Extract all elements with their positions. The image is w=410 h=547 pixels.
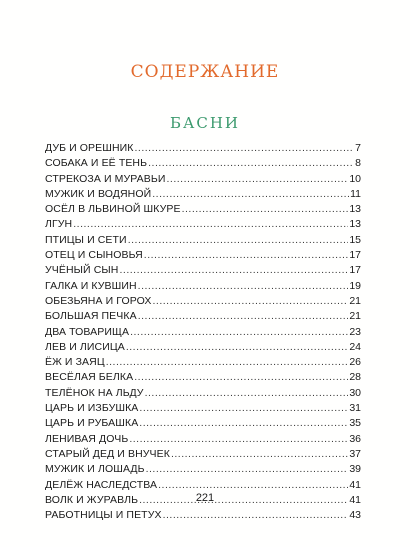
- toc-leader-dots: [158, 478, 348, 493]
- toc-leader-dots: [139, 416, 348, 431]
- toc-entry-page: 30: [349, 386, 361, 399]
- toc-entry-page: 43: [349, 509, 361, 522]
- toc-entry: [45, 462, 361, 477]
- toc-entry: [45, 233, 361, 248]
- toc-entry-page: 35: [349, 417, 361, 430]
- toc-entry-page: 21: [349, 294, 361, 307]
- page-number: 221: [195, 492, 215, 504]
- toc-entry-page: 31: [349, 402, 361, 415]
- toc-leader-dots: [163, 508, 349, 523]
- toc-entry: [45, 263, 361, 278]
- toc-leader-dots: [139, 401, 348, 416]
- toc-entry-page: 41: [349, 493, 361, 506]
- section-heading: БАСНИ: [169, 114, 241, 132]
- table-of-contents: [45, 141, 361, 523]
- toc-entry: [45, 217, 361, 232]
- toc-entry-title: ОБЕЗЬЯНА И ГОРОХ: [45, 294, 152, 307]
- toc-entry-title: ЦАРЬ И РУБАШКА: [45, 417, 139, 430]
- toc-entry-page: 10: [349, 172, 361, 185]
- toc-entry-title: ГАЛКА И КУВШИН: [45, 279, 137, 292]
- toc-entry-title: СОБАКА И ЕЁ ТЕНЬ: [45, 157, 148, 170]
- toc-leader-dots: [126, 340, 348, 355]
- toc-entry: [45, 279, 361, 294]
- toc-entry-title: ПТИЦЫ И СЕТИ: [45, 233, 127, 246]
- toc-leader-dots: [119, 263, 348, 278]
- toc-entry-page: 7: [355, 142, 361, 154]
- toc-entry-page: 37: [349, 447, 361, 460]
- toc-entry-title: ВОЛК И ЖУРАВЛЬ: [45, 493, 139, 506]
- toc-entry-title: ОТЕЦ И СЫНОВЬЯ: [45, 249, 143, 262]
- toc-entry: [45, 325, 361, 340]
- toc-entry: [45, 141, 361, 156]
- toc-entry-page: 24: [349, 340, 361, 353]
- toc-leader-dots: [138, 279, 349, 294]
- toc-entry-title: ТЕЛЁНОК НА ЛЬДУ: [45, 386, 144, 399]
- toc-entry-page: 13: [349, 218, 361, 231]
- toc-entry-page: 13: [349, 203, 361, 216]
- toc-entry: [45, 156, 361, 171]
- toc-entry-page: 15: [349, 233, 361, 246]
- toc-entry-page: 23: [349, 325, 361, 338]
- toc-entry-page: 17: [349, 249, 361, 262]
- toc-leader-dots: [135, 141, 355, 156]
- toc-entry-page: 39: [349, 463, 361, 476]
- toc-entry: [45, 294, 361, 309]
- toc-entry: [45, 187, 361, 202]
- toc-entry: [45, 340, 361, 355]
- toc-entry-title: ЁЖ И ЗАЯЦ: [45, 356, 105, 369]
- toc-leader-dots: [128, 233, 349, 248]
- toc-entry: [45, 447, 361, 462]
- toc-leader-dots: [129, 432, 348, 447]
- toc-entry: [45, 172, 361, 187]
- toc-leader-dots: [152, 294, 348, 309]
- toc-entry-page: 19: [349, 279, 361, 292]
- toc-entry-title: ЛЕВ И ЛИСИЦА: [45, 340, 125, 353]
- toc-leader-dots: [144, 248, 349, 263]
- toc-leader-dots: [167, 172, 349, 187]
- toc-entry-title: ДЕЛЁЖ НАСЛЕДСТВА: [45, 478, 158, 491]
- toc-entry: [45, 416, 361, 431]
- toc-entry: [45, 432, 361, 447]
- toc-entry-title: УЧЁНЫЙ СЫН: [45, 264, 119, 277]
- toc-leader-dots: [145, 386, 349, 401]
- toc-leader-dots: [146, 462, 349, 477]
- toc-entry-page: 17: [349, 264, 361, 277]
- toc-entry-title: РАБОТНИЦЫ И ПЕТУХ: [45, 509, 162, 522]
- toc-entry: [45, 248, 361, 263]
- toc-entry-title: ЛГУН: [45, 218, 73, 231]
- contents-heading: СОДЕРЖАНИЕ: [130, 62, 280, 82]
- toc-entry-title: ЦАРЬ И ИЗБУШКА: [45, 402, 139, 415]
- toc-entry-title: СТАРЫЙ ДЕД И ВНУЧЕК: [45, 447, 170, 460]
- toc-entry-title: ДУБ И ОРЕШНИК: [45, 142, 134, 154]
- toc-entry-title: МУЖИК И ВОДЯНОЙ: [45, 187, 152, 200]
- toc-entry-title: ВЕСЁЛАЯ БЕЛКА: [45, 371, 134, 384]
- toc-leader-dots: [130, 325, 348, 340]
- toc-entry: [45, 508, 361, 523]
- toc-entry: [45, 478, 361, 493]
- toc-entry-page: 28: [349, 371, 361, 384]
- toc-entry-page: 11: [350, 187, 361, 200]
- toc-leader-dots: [138, 309, 349, 324]
- toc-entry-page: 26: [349, 356, 361, 369]
- toc-entry: [45, 386, 361, 401]
- toc-leader-dots: [182, 202, 349, 217]
- toc-leader-dots: [171, 447, 348, 462]
- toc-entry-title: ДВА ТОВАРИЩА: [45, 325, 130, 338]
- toc-entry-title: ЛЕНИВАЯ ДОЧЬ: [45, 432, 129, 445]
- toc-entry-title: ОСЁЛ В ЛЬВИНОЙ ШКУРЕ: [45, 203, 181, 216]
- toc-entry-title: БОЛЬШАЯ ПЕЧКА: [45, 310, 137, 323]
- toc-entry: [45, 355, 361, 370]
- toc-leader-dots: [73, 217, 348, 232]
- toc-entry-page: 8: [355, 157, 361, 170]
- toc-entry-title: СТРЕКОЗА И МУРАВЬИ: [45, 172, 166, 185]
- toc-leader-dots: [148, 156, 354, 171]
- toc-leader-dots: [152, 187, 349, 202]
- toc-entry: [45, 370, 361, 385]
- toc-entry-title: МУЖИК И ЛОШАДЬ: [45, 463, 145, 476]
- toc-entry-page: 21: [349, 310, 361, 323]
- toc-entry: [45, 309, 361, 324]
- toc-entry-page: 36: [349, 432, 361, 445]
- toc-entry: [45, 401, 361, 416]
- toc-leader-dots: [134, 370, 348, 385]
- toc-entry-page: 41: [349, 478, 361, 491]
- toc-entry: [45, 202, 361, 217]
- toc-leader-dots: [106, 355, 349, 370]
